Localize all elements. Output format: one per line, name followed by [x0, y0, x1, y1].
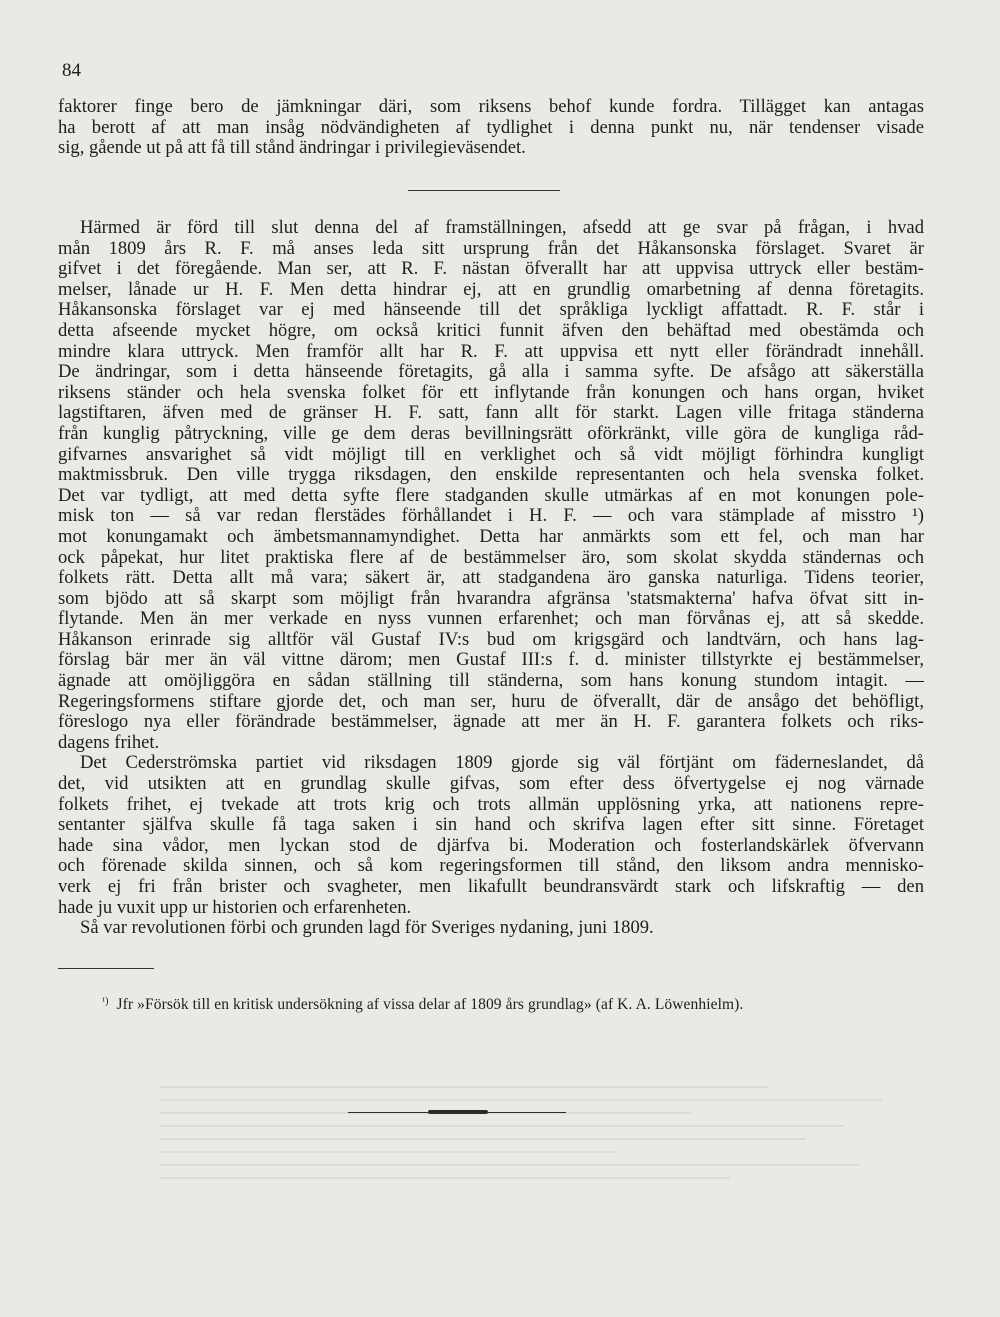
text-line: detta afseende mycket högre, om också kritici funnit äfven den behäftad med obestämda och: [58, 319, 924, 341]
text-line: De ändringar, som i detta hänseende företagits, gå alla i samma syfte. De afsågo att säkerställa: [58, 361, 924, 383]
footnote-marker: ¹): [102, 996, 109, 1007]
paragraph-continued: [58, 97, 924, 159]
text-line: mot konungamakt och ämbetsmannamyndighet. Detta har anmärkts som ett fel, och man har: [58, 525, 924, 547]
text-line: Härmed är förd till slut denna del af framställningen, afsedd att ge svar på frågan, i hvad: [80, 217, 924, 238]
text-line: hade ju vuxit upp ur historien och erfarenheten.: [58, 896, 412, 918]
text-line: verk ej fri från brister och svagheter, men likafullt beundransvärdt stark och lifskraftig — den: [58, 876, 924, 897]
footnote: [102, 993, 743, 1014]
text-line: misk ton — så var redan flerstädes förhållandet i H. F. — och vara stämplade af misstro ¹): [58, 505, 924, 527]
bleed-through-shadow: [160, 1075, 920, 1305]
text-line: sig, gående ut på att få till stånd ändringar i privilegieväsendet.: [58, 137, 526, 159]
text-line: lagstiftaren, äfven med de gränser H. F. satt, fann allt för starkt. Lagen ville fritaga ständerna: [58, 402, 924, 424]
text-line: Så var revolutionen förbi och grunden lagd för Sveriges nydaning, juni 1809.: [80, 917, 654, 939]
text-line: Regeringsformens stiftare gjorde det, och man ser, huru de öfverallt, där de ansågo det behöfligt,: [58, 690, 924, 712]
text-line: Håkanson erinrade sig alltför väl Gustaf IV:s bud om krigsgärd och landtvärn, och hans lag-: [58, 628, 924, 650]
text-line: folkets frihet, ej tvekade att trots krig och trots allmän upplösning yrka, att nationens repre-: [58, 793, 924, 815]
text-line: Det var tydligt, att med detta syfte flere stadganden skulle utmärkas af en mot konungen pole-: [58, 484, 924, 506]
footnote-divider: [58, 968, 154, 969]
text-line: riksens ständer och hela svenska folket för ett inflytande från konungen och hans organ, hviket: [58, 381, 924, 403]
text-line: det, vid utsikten att en grundlag skulle gifvas, som efter dess öfvertygelse ej nog värnade: [58, 773, 924, 795]
main-text: [58, 218, 924, 939]
text-line: hade sina vådor, men lyckan stod de djärfva bi. Moderation och fosterlandskärlek öfvervann: [58, 834, 924, 856]
text-line: ock påpekat, hur litet praktiska flere af de bestämmelser äro, som skolat skydda ständernas och: [58, 546, 924, 568]
text-line: dagens frihet.: [58, 731, 160, 753]
text-line: sentanter själfva skulle få taga saken i sin hand och skrifva lagen efter sitt sinne. Företaget: [58, 814, 924, 836]
text-line: och förenade skilda sinnen, och så kom regeringsformen till stånd, den liksom andra mennisko-: [58, 855, 924, 877]
text-line: gifvet i det föregående. Man ser, att R. F. nästan öfverallt har att uppvisa uttryck eller bestäm-: [58, 258, 924, 280]
text-line: förslag bär mer än väl vittne därom; men Gustaf III:s f. d. minister tillstyrkte ej bestämmelser,: [58, 649, 924, 671]
text-line: gifvarnes ansvarighet så vidt möjligt till en verklighet och så vidt möjligt förhindra kungligt: [58, 443, 924, 465]
text-line: maktmissbruk. Den ville trygga riksdagen, den enskilde representanten och hela svenska folket.: [58, 464, 924, 486]
text-line: ha berott af att man insåg nödvändigheten af tydlighet i denna punkt nu, när tendenser visade: [58, 116, 924, 138]
text-line: mån 1809 års R. F. må anses leda sitt ursprung från det Håkansonska förslaget. Svaret är: [58, 237, 924, 259]
text-line: mindre klara uttryck. Men framför allt har R. F. att uppvisa ett nytt eller förändradt innehåll.: [58, 340, 924, 362]
footnote-text: Jfr »Försök till en kritisk undersökning af vissa delar af 1809 års grundlag» (af K. A. Löwenhielm).: [116, 996, 744, 1013]
text-line: melser, lånade ur H. F. Men detta hindrar ej, att en grundlig omarbetning af denna företagits.: [58, 278, 924, 300]
text-line: Håkansonska förslaget var ej med hänseende till det språkliga lyckligt affattadt. R. F. står i: [58, 299, 924, 321]
page-number: 84: [62, 60, 81, 81]
text-line: folkets rätt. Detta allt må vara; säkert är, att stadgandena äro ganska naturliga. Tidens teorier,: [58, 567, 924, 589]
text-line: ägnade att omöjliggöra en sådan ställning till ständerna, som hans konung stundom intagit. —: [58, 670, 924, 692]
text-line: som bjödo att så skarpt som möjligt från hvarandra afgränsa 'statsmakterna' hafva öfvat sitt in-: [58, 587, 924, 609]
section-divider: [408, 190, 560, 191]
text-line: Det Cederströmska partiet vid riksdagen 1809 gjorde sig väl förtjänt om fäderneslandet, då: [80, 752, 924, 774]
text-line: faktorer finge bero de jämkningar däri, som riksens behof kunde fordra. Tillägget kan antagas: [58, 96, 924, 117]
text-line: från kunglig påtryckning, ville ge dem deras bevillningsrätt oförkränkt, ville göra de kungliga råd-: [58, 422, 924, 444]
text-line: flytande. Men än mer verkade en nyss vunnen erfarenhet; och man förvånas ej, att så skedde.: [58, 608, 924, 630]
text-line: föreslogo nya eller förändrade bestämmelser, ägnade att mer än H. F. garantera folkets och riks-: [58, 711, 924, 733]
